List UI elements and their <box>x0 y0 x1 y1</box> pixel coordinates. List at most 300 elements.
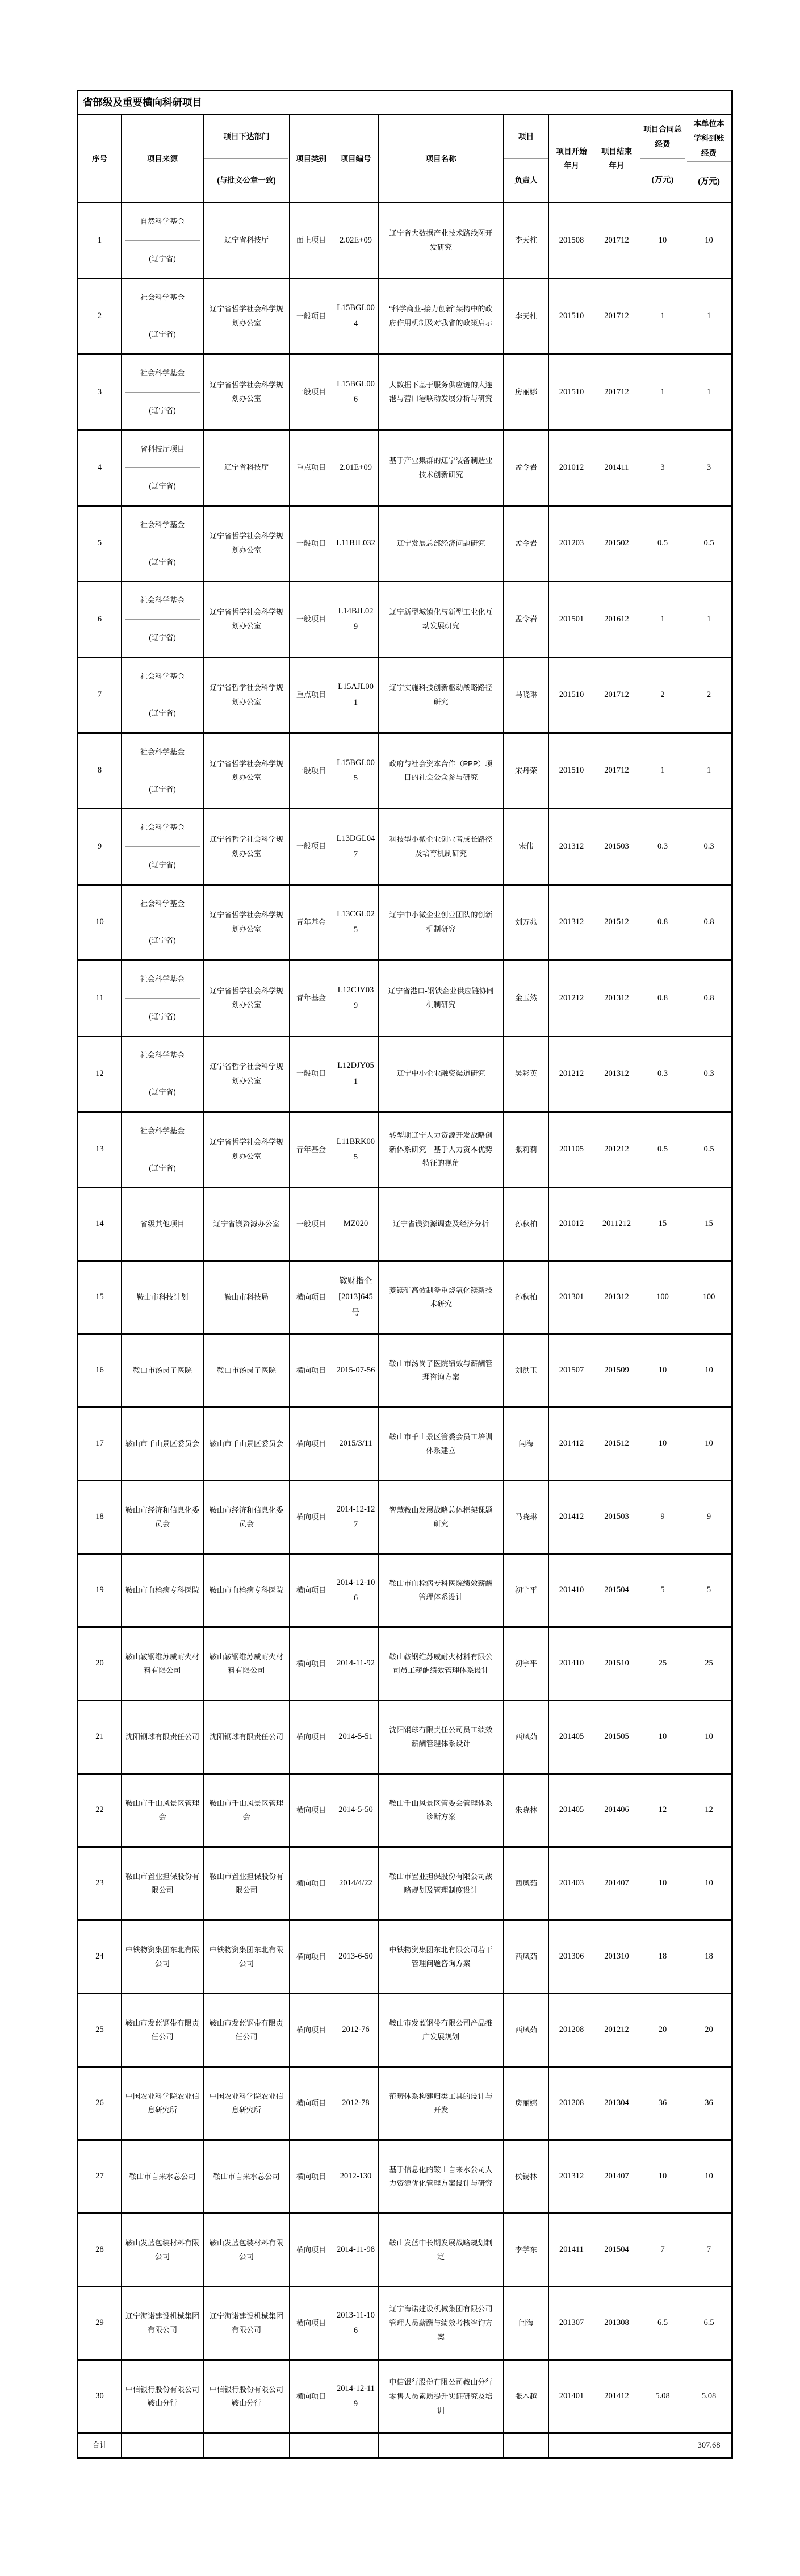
project-row <box>78 657 732 733</box>
header-row <box>78 115 732 203</box>
cell-name: 辽宁省港口-钢铁企业供应链协同机制研究 <box>379 961 504 1036</box>
cell-total-fund: 36 <box>639 2067 686 2140</box>
source-main: 社会科学基金 <box>140 520 185 529</box>
cell-end: 201312 <box>594 1261 639 1334</box>
cell-seq: 3 <box>78 354 122 430</box>
cell-received-fund: 5.08 <box>686 2360 732 2433</box>
source-region: (辽宁省) <box>149 1163 176 1172</box>
project-row <box>78 1261 732 1334</box>
source-region: (辽宁省) <box>149 784 176 794</box>
cell-number: 2.01E+09 <box>333 430 379 506</box>
cell-category: 青年基金 <box>290 1112 333 1187</box>
source-split <box>124 357 200 427</box>
cell-source: 鞍山市千山景区委员会 <box>122 1408 204 1481</box>
source-split <box>124 1039 200 1109</box>
total-empty-cell <box>290 2433 333 2458</box>
cell-leader: 马晓琳 <box>504 1481 549 1554</box>
cell-number: 2012-130 <box>333 2140 379 2214</box>
cell-number: 2015/3/11 <box>333 1408 379 1481</box>
cell-name: 转型期辽宁人力资源开发战略创新体系研究—基于人力资本优势特征的视角 <box>379 1112 504 1187</box>
total-empty-cell <box>204 2433 290 2458</box>
cell-number: L11BRK005 <box>333 1112 379 1187</box>
table-body <box>78 203 732 2433</box>
cell-leader: 金玉然 <box>504 961 549 1036</box>
col-header-department-note: (与批文公章一致) <box>217 176 276 185</box>
cell-source <box>122 354 204 430</box>
cell-department: 辽宁海诺建设机械集团有限公司 <box>204 2287 290 2360</box>
cell-start: 201306 <box>549 1920 594 1994</box>
cell-seq: 25 <box>78 1994 122 2067</box>
project-row <box>78 2140 732 2214</box>
cell-category: 重点项目 <box>290 430 333 506</box>
cell-start: 201507 <box>549 1334 594 1408</box>
col-header-leader-top: 项目 <box>518 132 534 141</box>
cell-source: 中信银行股份有限公司鞍山分行 <box>122 2360 204 2433</box>
source-region: (辽宁省) <box>149 861 176 870</box>
cell-department: 鞍山市汤岗子医院 <box>204 1334 290 1408</box>
cell-leader: 孙秋柏 <box>504 1188 549 1261</box>
cell-seq: 29 <box>78 2287 122 2360</box>
cell-end: 201304 <box>594 2067 639 2140</box>
source-main: 社会科学基金 <box>140 975 185 984</box>
source-region: (辽宁省) <box>149 709 176 718</box>
cell-number: 2014-12-127 <box>333 1481 379 1554</box>
cell-received-fund: 15 <box>686 1188 732 1261</box>
cell-leader: 孟令岩 <box>504 506 549 581</box>
cell-leader: 李学东 <box>504 2214 549 2287</box>
cell-name: 鞍山千山风景区管委会管理体系诊断方案 <box>379 1774 504 1847</box>
cell-received-fund: 1 <box>686 278 732 354</box>
cell-end: 201308 <box>594 2287 639 2360</box>
project-row <box>78 2214 732 2287</box>
cell-received-fund: 0.8 <box>686 961 732 1036</box>
cell-category: 一般项目 <box>290 354 333 430</box>
cell-total-fund: 20 <box>639 1994 686 2067</box>
project-row <box>78 1334 732 1408</box>
cell-category: 横向项目 <box>290 1701 333 1774</box>
total-empty-cell <box>639 2433 686 2458</box>
cell-department: 辽宁省科技厅 <box>204 430 290 506</box>
project-row <box>78 1188 732 1261</box>
cell-source: 鞍山鞍钢维苏威耐火材料有限公司 <box>122 1627 204 1701</box>
total-received-value: 307.68 <box>686 2433 732 2458</box>
cell-end: 201510 <box>594 1627 639 1701</box>
cell-received-fund: 10 <box>686 203 732 278</box>
cell-received-fund: 1 <box>686 354 732 430</box>
cell-end: 201509 <box>594 1334 639 1408</box>
cell-end: 201312 <box>594 1036 639 1112</box>
cell-received-fund: 10 <box>686 1408 732 1481</box>
cell-category: 横向项目 <box>290 1994 333 2067</box>
source-region: (辽宁省) <box>149 482 176 491</box>
cell-leader: 孙秋柏 <box>504 1261 549 1334</box>
cell-leader: 房丽娜 <box>504 2067 549 2140</box>
cell-number: L13CGL025 <box>333 884 379 960</box>
cell-category: 重点项目 <box>290 657 333 733</box>
cell-received-fund: 3 <box>686 430 732 506</box>
cell-start: 201410 <box>549 1627 594 1701</box>
cell-total-fund: 1 <box>639 733 686 809</box>
cell-received-fund: 0.3 <box>686 1036 732 1112</box>
source-split <box>124 433 200 503</box>
col-header-received-fund-unit: (万元) <box>698 177 720 186</box>
cell-category: 横向项目 <box>290 1847 333 1920</box>
cell-leader: 李天柱 <box>504 203 549 278</box>
cell-source <box>122 809 204 884</box>
cell-name: 辽宁中小企业融资渠道研究 <box>379 1036 504 1112</box>
cell-end: 201503 <box>594 1481 639 1554</box>
cell-start: 201105 <box>549 1112 594 1187</box>
cell-source <box>122 884 204 960</box>
source-region: (辽宁省) <box>149 633 176 642</box>
cell-source <box>122 203 204 278</box>
cell-number: 2014-11-98 <box>333 2214 379 2287</box>
cell-source <box>122 961 204 1036</box>
cell-total-fund: 15 <box>639 1188 686 1261</box>
source-region: (辽宁省) <box>149 936 176 945</box>
cell-start: 201412 <box>549 1481 594 1554</box>
cell-number: L11BJL032 <box>333 506 379 581</box>
cell-category: 一般项目 <box>290 1036 333 1112</box>
cell-seq: 17 <box>78 1408 122 1481</box>
project-row <box>78 1112 732 1187</box>
cell-leader: 西凤茹 <box>504 1701 549 1774</box>
cell-total-fund: 1 <box>639 278 686 354</box>
cell-start: 201501 <box>549 582 594 657</box>
cell-source: 鞍山市科技计划 <box>122 1261 204 1334</box>
cell-total-fund: 10 <box>639 1847 686 1920</box>
cell-category: 横向项目 <box>290 1334 333 1408</box>
cell-seq: 9 <box>78 809 122 884</box>
cell-category: 横向项目 <box>290 2140 333 2214</box>
cell-received-fund: 1 <box>686 582 732 657</box>
cell-category: 横向项目 <box>290 2214 333 2287</box>
cell-leader: 吴彩英 <box>504 1036 549 1112</box>
cell-number: L15BGL004 <box>333 278 379 354</box>
cell-name: 沈阳钢球有限责任公司员工绩效薪酬管理体系设计 <box>379 1701 504 1774</box>
cell-category: 青年基金 <box>290 961 333 1036</box>
cell-total-fund: 12 <box>639 1774 686 1847</box>
cell-start: 201012 <box>549 1188 594 1261</box>
source-split <box>124 206 200 275</box>
cell-seq: 15 <box>78 1261 122 1334</box>
source-main: 社会科学基金 <box>140 1126 185 1135</box>
cell-received-fund: 10 <box>686 1334 732 1408</box>
col-header-name: 项目名称 <box>379 115 504 203</box>
cell-end: 201712 <box>594 733 639 809</box>
cell-total-fund: 0.3 <box>639 809 686 884</box>
cell-seq: 14 <box>78 1188 122 1261</box>
cell-leader: 闫海 <box>504 2287 549 2360</box>
cell-leader: 孟令岩 <box>504 582 549 657</box>
cell-department: 辽宁省哲学社会科学规划办公室 <box>204 809 290 884</box>
cell-leader: 朱晓林 <box>504 1774 549 1847</box>
total-empty-cell <box>122 2433 204 2458</box>
projects-table <box>77 90 733 2459</box>
cell-seq: 13 <box>78 1112 122 1187</box>
source-main: 社会科学基金 <box>140 1050 185 1059</box>
cell-received-fund: 5 <box>686 1554 732 1627</box>
cell-category: 横向项目 <box>290 1261 333 1334</box>
cell-department: 鞍山市自来水总公司 <box>204 2140 290 2214</box>
cell-source: 鞍山市汤岗子医院 <box>122 1334 204 1408</box>
cell-seq: 23 <box>78 1847 122 1920</box>
cell-received-fund: 18 <box>686 1920 732 1994</box>
col-header-number: 项目编号 <box>333 115 379 203</box>
cell-source: 鞍山市血栓病专科医院 <box>122 1554 204 1627</box>
cell-seq: 5 <box>78 506 122 581</box>
cell-department: 鞍山市千山风景区管理会 <box>204 1774 290 1847</box>
cell-department: 辽宁省哲学社会科学规划办公室 <box>204 884 290 960</box>
cell-start: 201411 <box>549 2214 594 2287</box>
source-main: 社会科学基金 <box>140 369 185 378</box>
cell-department: 辽宁省哲学社会科学规划办公室 <box>204 582 290 657</box>
cell-received-fund: 2 <box>686 657 732 733</box>
col-header-received-fund <box>686 115 732 203</box>
source-region: (辽宁省) <box>149 330 176 339</box>
cell-total-fund: 3 <box>639 430 686 506</box>
cell-category: 一般项目 <box>290 582 333 657</box>
cell-source: 中国农业科学院农业信息研究所 <box>122 2067 204 2140</box>
cell-source: 鞍山市置业担保股份有限公司 <box>122 1847 204 1920</box>
cell-number: 2013-11-106 <box>333 2287 379 2360</box>
cell-number: 2014-12-119 <box>333 2360 379 2433</box>
cell-total-fund: 5 <box>639 1554 686 1627</box>
cell-source: 鞍山发蓝包装材料有限公司 <box>122 2214 204 2287</box>
source-split <box>124 1115 200 1184</box>
cell-end: 201502 <box>594 506 639 581</box>
cell-source: 鞍山市经济和信息化委员会 <box>122 1481 204 1554</box>
source-main: 社会科学基金 <box>140 899 185 908</box>
cell-seq: 2 <box>78 278 122 354</box>
cell-department: 辽宁省哲学社会科学规划办公室 <box>204 278 290 354</box>
cell-number: 2014-11-92 <box>333 1627 379 1701</box>
cell-end: 201512 <box>594 1408 639 1481</box>
cell-end: 201310 <box>594 1920 639 1994</box>
cell-leader: 西凤茹 <box>504 1920 549 1994</box>
project-row <box>78 506 732 581</box>
cell-leader: 张本越 <box>504 2360 549 2433</box>
cell-seq: 28 <box>78 2214 122 2287</box>
cell-source: 鞍山市千山风景区管理会 <box>122 1774 204 1847</box>
cell-end: 201412 <box>594 2360 639 2433</box>
cell-name: 基于信息化的鞍山自来水公司人力资源优化管理方案设计与研究 <box>379 2140 504 2214</box>
source-split <box>124 812 200 881</box>
source-main: 省科技厅项目 <box>140 444 185 453</box>
cell-total-fund: 0.5 <box>639 1112 686 1187</box>
cell-seq: 20 <box>78 1627 122 1701</box>
cell-received-fund: 9 <box>686 1481 732 1554</box>
cell-department: 鞍山市置业担保股份有限公司 <box>204 1847 290 1920</box>
cell-received-fund: 1 <box>686 733 732 809</box>
cell-end: 201503 <box>594 809 639 884</box>
cell-number: L15BGL006 <box>333 354 379 430</box>
cell-name: 鞍山鞍钢维苏威耐火材料有限公司员工薪酬绩效管理体系设计 <box>379 1627 504 1701</box>
cell-received-fund: 0.5 <box>686 1112 732 1187</box>
cell-name: 鞍山市血栓病专科医院绩效薪酬管理体系设计 <box>379 1554 504 1627</box>
cell-start: 201312 <box>549 884 594 960</box>
cell-source: 沈阳钢球有限责任公司 <box>122 1701 204 1774</box>
cell-department: 辽宁省镁资源办公室 <box>204 1188 290 1261</box>
cell-number: MZ020 <box>333 1188 379 1261</box>
cell-leader: 李天柱 <box>504 278 549 354</box>
cell-leader: 刘洪玉 <box>504 1334 549 1408</box>
project-row <box>78 354 732 430</box>
col-header-total-fund <box>639 115 686 203</box>
cell-seq: 18 <box>78 1481 122 1554</box>
cell-name: 鞍山市发蓝钢带有限公司产品推广发展规划 <box>379 1994 504 2067</box>
cell-end: 2011212 <box>594 1188 639 1261</box>
sheet-title: 省部级及重要横向科研项目 <box>78 91 732 115</box>
cell-seq: 11 <box>78 961 122 1036</box>
cell-source: 鞍山市自来水总公司 <box>122 2140 204 2214</box>
cell-number: 2014/4/22 <box>333 1847 379 1920</box>
cell-name: 范畴体系构建归类工具的设计与开发 <box>379 2067 504 2140</box>
cell-leader: 宋丹荣 <box>504 733 549 809</box>
cell-source <box>122 733 204 809</box>
cell-start: 201410 <box>549 1554 594 1627</box>
cell-leader: 西凤茹 <box>504 1847 549 1920</box>
source-main: 社会科学基金 <box>140 748 185 756</box>
cell-seq: 21 <box>78 1701 122 1774</box>
cell-start: 201307 <box>549 2287 594 2360</box>
cell-name: 辽宁实施科技创新驱动战略路径研究 <box>379 657 504 733</box>
cell-number: 2012-76 <box>333 1994 379 2067</box>
cell-name: 政府与社会资本合作（PPP）项目的社会公众参与研究 <box>379 733 504 809</box>
cell-start: 201203 <box>549 506 594 581</box>
cell-end: 201212 <box>594 1112 639 1187</box>
cell-department: 鞍山市经济和信息化委员会 <box>204 1481 290 1554</box>
cell-name: 大数据下基于服务供应链的大连港与营口港联动发展分析与研究 <box>379 354 504 430</box>
cell-seq: 7 <box>78 657 122 733</box>
cell-department: 鞍山市千山景区委员会 <box>204 1408 290 1481</box>
cell-received-fund: 36 <box>686 2067 732 2140</box>
cell-end: 201712 <box>594 657 639 733</box>
cell-number: 2012-78 <box>333 2067 379 2140</box>
cell-department: 辽宁省哲学社会科学规划办公室 <box>204 1036 290 1112</box>
cell-category: 横向项目 <box>290 2287 333 2360</box>
cell-end: 201212 <box>594 1994 639 2067</box>
cell-name: 辽宁海诺建设机械集团有限公司管理人员薪酬与绩效考核咨询方案 <box>379 2287 504 2360</box>
project-row <box>78 809 732 884</box>
cell-name: 辽宁新型城镇化与新型工业化互动发展研究 <box>379 582 504 657</box>
total-empty-cell <box>504 2433 549 2458</box>
project-row <box>78 884 732 960</box>
project-row <box>78 430 732 506</box>
cell-number: 2.02E+09 <box>333 203 379 278</box>
cell-start: 201208 <box>549 2067 594 2140</box>
cell-department: 辽宁省哲学社会科学规划办公室 <box>204 657 290 733</box>
total-empty-cell <box>379 2433 504 2458</box>
cell-seq: 4 <box>78 430 122 506</box>
cell-department: 鞍山市血栓病专科医院 <box>204 1554 290 1627</box>
cell-total-fund: 5.08 <box>639 2360 686 2433</box>
cell-total-fund: 10 <box>639 1701 686 1774</box>
cell-category: 面上项目 <box>290 203 333 278</box>
cell-total-fund: 2 <box>639 657 686 733</box>
cell-source <box>122 657 204 733</box>
cell-leader: 初宇平 <box>504 1627 549 1701</box>
cell-total-fund: 10 <box>639 2140 686 2214</box>
project-row <box>78 278 732 354</box>
cell-name: 菱镁矿高效制备重烧氧化镁新技术研究 <box>379 1261 504 1334</box>
cell-category: 横向项目 <box>290 1774 333 1847</box>
cell-name: 中信银行股份有限公司鞍山分行零售人员素质提升实证研究及培训 <box>379 2360 504 2433</box>
cell-end: 201712 <box>594 354 639 430</box>
cell-total-fund: 0.8 <box>639 961 686 1036</box>
cell-leader: 宋伟 <box>504 809 549 884</box>
cell-leader: 初宇平 <box>504 1554 549 1627</box>
source-split <box>124 584 200 654</box>
cell-start: 201405 <box>549 1701 594 1774</box>
cell-category: 横向项目 <box>290 1554 333 1627</box>
cell-department: 辽宁省哲学社会科学规划办公室 <box>204 1112 290 1187</box>
col-header-department-main: 项目下达部门 <box>223 132 270 141</box>
cell-received-fund: 0.5 <box>686 506 732 581</box>
cell-end: 201407 <box>594 1847 639 1920</box>
cell-number: 鞍财指企[2013]645号 <box>333 1261 379 1334</box>
cell-name: 辽宁发展总部经济问题研究 <box>379 506 504 581</box>
cell-name: “科学商业-接力创新”架构中的政府作用机制及对我省的政策启示 <box>379 278 504 354</box>
cell-end: 201712 <box>594 203 639 278</box>
col-header-category: 项目类别 <box>290 115 333 203</box>
cell-department: 鞍山发蓝包装材料有限公司 <box>204 2214 290 2287</box>
project-row <box>78 733 732 809</box>
cell-leader: 马晓琳 <box>504 657 549 733</box>
cell-seq: 30 <box>78 2360 122 2433</box>
source-split <box>124 736 200 805</box>
project-row <box>78 1627 732 1701</box>
cell-start: 201412 <box>549 1408 594 1481</box>
project-row <box>78 1774 732 1847</box>
cell-number: L15AJL001 <box>333 657 379 733</box>
col-header-received-fund-main: 本单位本学科到账经费 <box>693 119 724 157</box>
cell-name: 科技型小微企业创业者成长路径及培育机制研究 <box>379 809 504 884</box>
cell-source: 省级其他项目 <box>122 1188 204 1261</box>
cell-start: 201510 <box>549 278 594 354</box>
cell-start: 201510 <box>549 657 594 733</box>
source-region: (辽宁省) <box>149 406 176 415</box>
cell-total-fund: 100 <box>639 1261 686 1334</box>
cell-end: 201406 <box>594 1774 639 1847</box>
cell-total-fund: 10 <box>639 1408 686 1481</box>
cell-start: 201508 <box>549 203 594 278</box>
source-region: (辽宁省) <box>149 1012 176 1021</box>
cell-start: 201212 <box>549 961 594 1036</box>
cell-category: 横向项目 <box>290 1481 333 1554</box>
project-row <box>78 1994 732 2067</box>
cell-name: 基于产业集群的辽宁装备制造业技术创新研究 <box>379 430 504 506</box>
total-empty-cell <box>549 2433 594 2458</box>
cell-source: 鞍山市发蓝钢带有限责任公司 <box>122 1994 204 2067</box>
cell-number: L14BJL029 <box>333 582 379 657</box>
cell-total-fund: 0.3 <box>639 1036 686 1112</box>
cell-number: 2013-6-50 <box>333 1920 379 1994</box>
cell-department: 中铁物资集团东北有限公司 <box>204 1920 290 1994</box>
project-row <box>78 1554 732 1627</box>
cell-name: 中铁物资集团东北有限公司若干管理问题咨询方案 <box>379 1920 504 1994</box>
cell-category: 横向项目 <box>290 2067 333 2140</box>
cell-category: 一般项目 <box>290 278 333 354</box>
cell-total-fund: 18 <box>639 1920 686 1994</box>
cell-start: 201212 <box>549 1036 594 1112</box>
source-region: (辽宁省) <box>149 557 176 566</box>
source-main: 社会科学基金 <box>140 671 185 680</box>
total-row <box>78 2433 732 2458</box>
cell-name: 鞍山市置业担保股份有限公司战略规划及管理制度设计 <box>379 1847 504 1920</box>
cell-number: L12CJY039 <box>333 961 379 1036</box>
cell-department: 鞍山市科技局 <box>204 1261 290 1334</box>
